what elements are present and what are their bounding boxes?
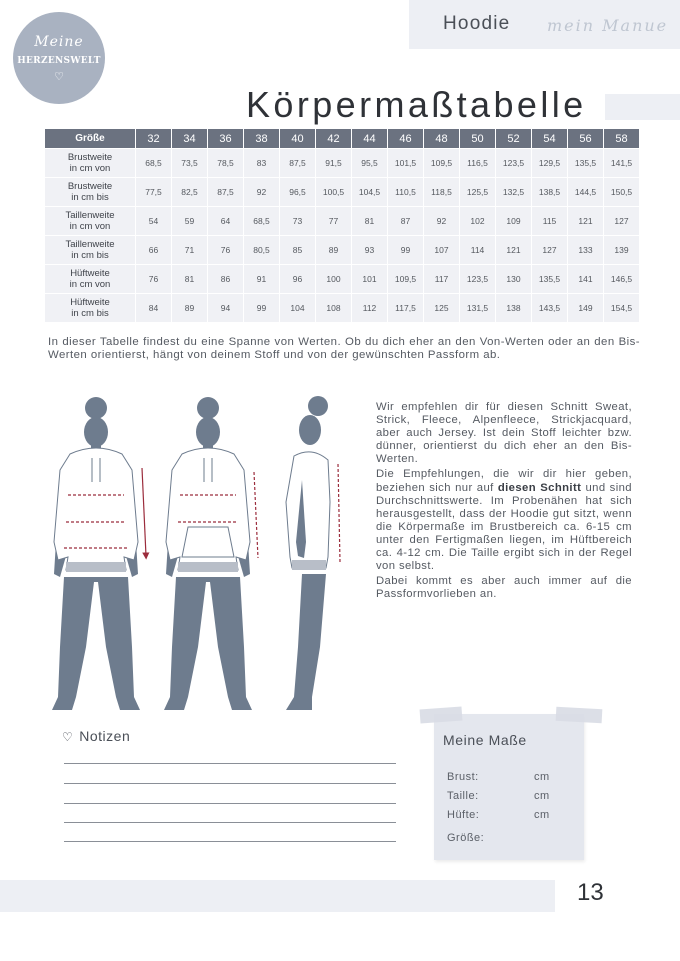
hip-label: Hüfte: <box>447 809 480 821</box>
table-cell: 133 <box>568 236 604 265</box>
table-cell: 81 <box>352 207 388 236</box>
note-line[interactable] <box>64 783 396 784</box>
table-cell: 108 <box>316 294 352 323</box>
title-accent-bar <box>605 94 680 120</box>
table-cell: 89 <box>316 236 352 265</box>
table-cell: 123,5 <box>496 149 532 178</box>
emphasis-this-pattern: diesen Schnitt <box>497 481 582 494</box>
size-header: 52 <box>496 129 532 149</box>
body-measurement-figures <box>48 392 368 720</box>
table-cell: 104,5 <box>352 178 388 207</box>
size-header: 56 <box>568 129 604 149</box>
size-header: 38 <box>244 129 280 149</box>
table-cell: 86 <box>208 265 244 294</box>
table-cell: 109,5 <box>424 149 460 178</box>
table-cell: 115 <box>532 207 568 236</box>
front-figure-pocket <box>164 397 258 710</box>
notes-label: Notizen <box>79 728 131 744</box>
table-cell: 117,5 <box>388 294 424 323</box>
table-cell: 143,5 <box>532 294 568 323</box>
row-label <box>45 207 136 236</box>
table-cell: 118,5 <box>424 178 460 207</box>
table-cell: 91 <box>244 265 280 294</box>
table-cell: 94 <box>208 294 244 323</box>
table-cell: 84 <box>136 294 172 323</box>
table-cell: 138,5 <box>532 178 568 207</box>
table-cell: 64 <box>208 207 244 236</box>
table-cell: 125 <box>424 294 460 323</box>
tape-strip <box>420 707 463 724</box>
table-cell: 71 <box>172 236 208 265</box>
intro-paragraph: In dieser Tabelle findest du eine Spanne von Werten. Ob du dich eher an den Von-Werten oder an den Bis-Werten orientierst, hängt von deinem Stoff und von der gewünschten Passform ab. <box>48 336 640 361</box>
table-cell: 82,5 <box>172 178 208 207</box>
front-figure-measured <box>52 397 146 710</box>
table-cell: 59 <box>172 207 208 236</box>
table-cell: 101 <box>352 265 388 294</box>
table-cell: 154,5 <box>604 294 640 323</box>
table-row <box>45 265 640 294</box>
footer-bar <box>0 880 555 912</box>
my-measurements-card <box>434 714 584 860</box>
table-cell: 81 <box>172 265 208 294</box>
table-cell: 135,5 <box>568 149 604 178</box>
table-cell: 109 <box>496 207 532 236</box>
size-header: 44 <box>352 129 388 149</box>
row-label-line2: in cm bis <box>71 250 109 261</box>
table-cell: 117 <box>424 265 460 294</box>
table-cell: 150,5 <box>604 178 640 207</box>
size-header: 36 <box>208 129 244 149</box>
size-header: 34 <box>172 129 208 149</box>
table-cell: 141,5 <box>604 149 640 178</box>
table-cell: 76 <box>136 265 172 294</box>
table-cell: 92 <box>244 178 280 207</box>
row-label <box>45 178 136 207</box>
table-cell: 77 <box>316 207 352 236</box>
row-label-line1: Hüftweite <box>70 297 110 308</box>
row-label-line2: in cm bis <box>71 192 109 203</box>
row-label-line2: in cm von <box>69 221 111 232</box>
table-cell: 80,5 <box>244 236 280 265</box>
recommendation-paragraph-3: Dabei kommt es aber auch immer auf die Passformvorlieben an. <box>376 575 632 601</box>
table-cell: 99 <box>244 294 280 323</box>
table-cell: 135,5 <box>532 265 568 294</box>
logo-caps-text: HERZENSWELT <box>17 56 101 66</box>
row-label <box>45 265 136 294</box>
note-line[interactable] <box>64 803 396 804</box>
tape-strip <box>556 707 603 723</box>
logo-heart-icon: ♡ <box>54 70 64 83</box>
size-header: 42 <box>316 129 352 149</box>
table-cell: 130 <box>496 265 532 294</box>
notes-heading <box>62 728 130 744</box>
table-cell: 95,5 <box>352 149 388 178</box>
table-cell: 76 <box>208 236 244 265</box>
table-cell: 110,5 <box>388 178 424 207</box>
table-corner-label: Größe <box>45 129 136 149</box>
brand-logo <box>13 12 105 104</box>
table-cell: 66 <box>136 236 172 265</box>
waist-unit: cm <box>534 790 550 802</box>
table-cell: 102 <box>460 207 496 236</box>
table-cell: 131,5 <box>460 294 496 323</box>
table-cell: 141 <box>568 265 604 294</box>
table-cell: 121 <box>568 207 604 236</box>
table-cell: 87,5 <box>280 149 316 178</box>
table-cell: 149 <box>568 294 604 323</box>
recommendation-paragraph-1: Wir empfehlen dir für diesen Schnitt Sweat, Strick, Fleece, Alpenfleece, Strickjacquard, aber auch Jersey. Ist dein Stoff leichter bzw. dünner, orientierst du dich eher an den Bis-Werten. <box>376 401 632 466</box>
table-cell: 116,5 <box>460 149 496 178</box>
row-label-line2: in cm bis <box>71 308 109 319</box>
table-cell: 92 <box>424 207 460 236</box>
table-row <box>45 236 640 265</box>
size-label: Größe: <box>447 832 485 844</box>
table-cell: 96,5 <box>280 178 316 207</box>
size-header: 32 <box>136 129 172 149</box>
table-row <box>45 178 640 207</box>
table-cell: 138 <box>496 294 532 323</box>
table-cell: 87 <box>388 207 424 236</box>
row-label <box>45 236 136 265</box>
table-cell: 68,5 <box>244 207 280 236</box>
table-cell: 93 <box>352 236 388 265</box>
table-cell: 89 <box>172 294 208 323</box>
table-cell: 144,5 <box>568 178 604 207</box>
row-label-line1: Brustweite <box>67 152 113 163</box>
table-cell: 91,5 <box>316 149 352 178</box>
table-cell: 125,5 <box>460 178 496 207</box>
logo-script-text: Meine <box>34 34 84 50</box>
table-cell: 132,5 <box>496 178 532 207</box>
table-cell: 109,5 <box>388 265 424 294</box>
table-cell: 127 <box>604 207 640 236</box>
waist-label: Taille: <box>447 790 479 802</box>
recommendation-paragraph-2: Die Empfehlungen, die wir dir hier geben, beziehen sich nur auf diesen Schnitt und sind Durchschnittswerte. Im Probenähen hat sich herausgestellt, dass der Hoodie gut sitzt, wenn die Körpermaße im Brustbereich ca. 6-15 cm unter den Fertigmaßen liegen, im Hüftbereich ca. 4-12 cm. Die Taille ergibt sich in der Regel von selbst. <box>376 468 632 573</box>
size-header: 50 <box>460 129 496 149</box>
table-cell: 87,5 <box>208 178 244 207</box>
table-cell: 127 <box>532 236 568 265</box>
hip-unit: cm <box>534 809 550 821</box>
table-cell: 78,5 <box>208 149 244 178</box>
row-label-line2: in cm von <box>69 279 111 290</box>
table-cell: 146,5 <box>604 265 640 294</box>
table-cell: 112 <box>352 294 388 323</box>
table-cell: 99 <box>388 236 424 265</box>
header-brand-signature: mein Manue <box>547 16 669 35</box>
table-cell: 100,5 <box>316 178 352 207</box>
size-chart-table <box>44 128 640 323</box>
page-number: 13 <box>577 879 604 906</box>
table-cell: 96 <box>280 265 316 294</box>
table-cell: 73 <box>280 207 316 236</box>
row-label-line1: Hüftweite <box>70 268 110 279</box>
table-cell: 104 <box>280 294 316 323</box>
table-cell: 100 <box>316 265 352 294</box>
size-header: 46 <box>388 129 424 149</box>
chest-unit: cm <box>534 771 550 783</box>
table-header-row <box>45 129 640 149</box>
table-row <box>45 294 640 323</box>
heart-icon: ♡ <box>62 730 74 744</box>
recommendation-text <box>376 401 632 603</box>
table-cell: 123,5 <box>460 265 496 294</box>
table-row <box>45 207 640 236</box>
table-cell: 73,5 <box>172 149 208 178</box>
note-line[interactable] <box>64 763 396 764</box>
row-label <box>45 149 136 178</box>
size-header: 40 <box>280 129 316 149</box>
table-cell: 83 <box>244 149 280 178</box>
row-label-line1: Taillenweite <box>65 210 115 221</box>
note-line[interactable] <box>64 822 396 823</box>
card-title: Meine Maße <box>443 732 527 748</box>
row-label <box>45 294 136 323</box>
size-header: 58 <box>604 129 640 149</box>
row-label-line1: Brustweite <box>67 181 113 192</box>
table-cell: 101,5 <box>388 149 424 178</box>
chest-label: Brust: <box>447 771 479 783</box>
table-cell: 85 <box>280 236 316 265</box>
table-cell: 121 <box>496 236 532 265</box>
table-cell: 54 <box>136 207 172 236</box>
header-title: Hoodie <box>443 13 511 34</box>
table-row <box>45 149 640 178</box>
table-cell: 114 <box>460 236 496 265</box>
note-line[interactable] <box>64 841 396 842</box>
table-cell: 139 <box>604 236 640 265</box>
size-header: 48 <box>424 129 460 149</box>
table-cell: 68,5 <box>136 149 172 178</box>
row-label-line2: in cm von <box>69 163 111 174</box>
row-label-line1: Taillenweite <box>65 239 115 250</box>
table-cell: 77,5 <box>136 178 172 207</box>
side-figure <box>286 396 340 710</box>
table-cell: 129,5 <box>532 149 568 178</box>
page-title: Körpermaßtabelle <box>246 84 587 125</box>
size-header: 54 <box>532 129 568 149</box>
table-cell: 107 <box>424 236 460 265</box>
